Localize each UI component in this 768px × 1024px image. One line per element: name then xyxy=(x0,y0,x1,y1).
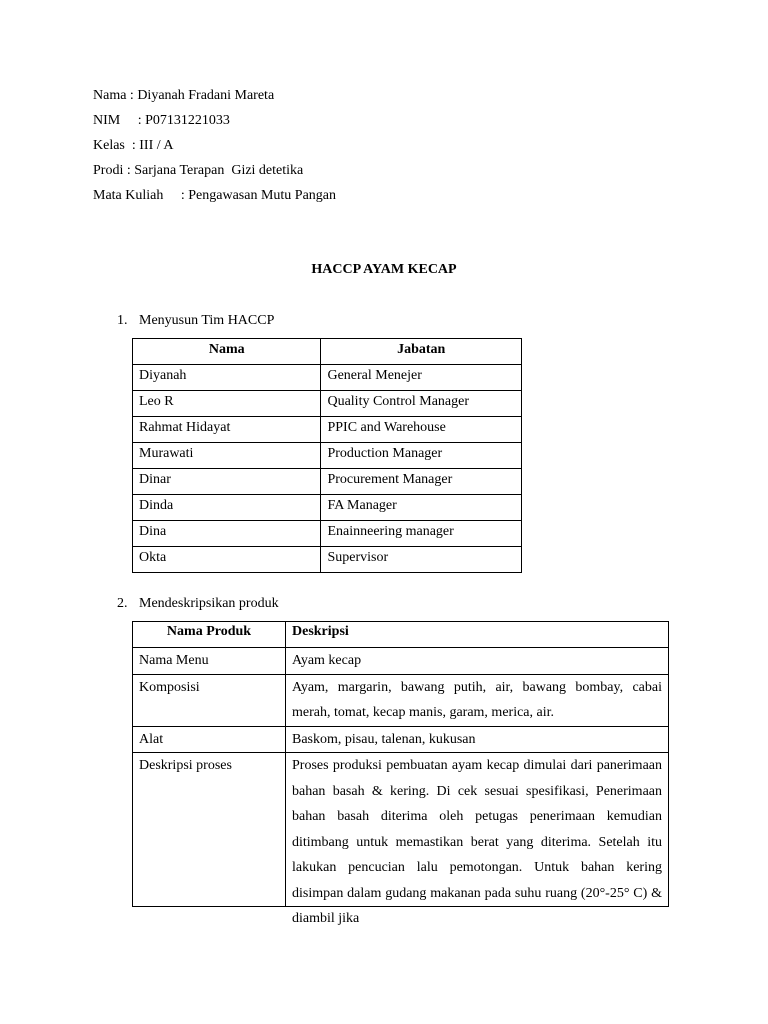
section-title-1: Menyusun Tim HACCP xyxy=(139,313,275,328)
cell-nama: Dinar xyxy=(133,469,321,495)
table-row xyxy=(133,469,522,495)
table-row xyxy=(133,443,522,469)
cell-attribute: Alat xyxy=(133,726,286,753)
column-header-jabatan: Jabatan xyxy=(321,339,522,365)
cell-attribute: Deskripsi proses xyxy=(133,753,286,907)
info-nim: NIM : P07131221033 xyxy=(93,113,230,128)
section-number-1: 1. xyxy=(117,313,128,328)
table-row xyxy=(133,417,522,443)
cell-jabatan: Production Manager xyxy=(321,443,522,469)
cell-jabatan: Supervisor xyxy=(321,547,522,573)
document-title: HACCP AYAM KECAP xyxy=(311,262,457,277)
table-row xyxy=(133,521,522,547)
table-header-row xyxy=(133,339,522,365)
table-row xyxy=(133,495,522,521)
cell-description: Ayam, margarin, bawang putih, air, bawang bombay, cabai merah, tomat, kecap manis, garam, merica, air. xyxy=(286,674,669,726)
section-number-2: 2. xyxy=(117,596,128,611)
info-name: Nama : Diyanah Fradani Mareta xyxy=(93,88,275,103)
table-row xyxy=(133,648,669,675)
process-description-text: Proses produksi pembuatan ayam kecap dimulai dari panerimaan bahan basah & kering. Di cek sesuai spesifikasi, Penerimaan bahan basah diterima oleh petugas penerimaan kemudian ditimbang untuk memastikan berat yang diterima. Setelah itu lakukan pencucian lalu pemotongan. Untuk bahan kering disimpan dalam gudang makanan pada suhu ruang (20°-25° C) & diambil jika xyxy=(292,758,662,926)
table-row xyxy=(133,674,669,726)
cell-jabatan: PPIC and Warehouse xyxy=(321,417,522,443)
info-kelas: Kelas : III / A xyxy=(93,138,174,153)
cell-nama: Murawati xyxy=(133,443,321,469)
cell-jabatan: Procurement Manager xyxy=(321,469,522,495)
info-mata-kuliah: Mata Kuliah : Pengawasan Mutu Pangan xyxy=(93,188,337,203)
cell-jabatan: Quality Control Manager xyxy=(321,391,522,417)
haccp-team-table xyxy=(132,338,522,573)
cell-nama: Dinda xyxy=(133,495,321,521)
cell-description: Ayam kecap xyxy=(286,648,669,675)
table-row xyxy=(133,547,522,573)
cell-description: Baskom, pisau, talenan, kukusan xyxy=(286,726,669,753)
cell-attribute: Nama Menu xyxy=(133,648,286,675)
cell-nama: Diyanah xyxy=(133,365,321,391)
section-heading-1 xyxy=(117,313,274,329)
cell-nama: Dina xyxy=(133,521,321,547)
section-title-2: Mendeskripsikan produk xyxy=(139,596,279,611)
cell-nama: Leo R xyxy=(133,391,321,417)
cell-nama: Rahmat Hidayat xyxy=(133,417,321,443)
table-row xyxy=(133,753,669,907)
info-prodi: Prodi : Sarjana Terapan Gizi detetika xyxy=(93,163,304,178)
column-header-nama: Nama xyxy=(133,339,321,365)
table-header-row xyxy=(133,622,669,648)
student-info xyxy=(93,86,336,211)
cell-description xyxy=(286,753,669,926)
cell-attribute: Komposisi xyxy=(133,674,286,726)
cell-jabatan: Enainneering manager xyxy=(321,521,522,547)
table-row xyxy=(133,726,669,753)
column-header-nama-produk: Nama Produk xyxy=(133,622,286,648)
cell-nama: Okta xyxy=(133,547,321,573)
cell-jabatan: General Menejer xyxy=(321,365,522,391)
cell-jabatan: FA Manager xyxy=(321,495,522,521)
section-heading-2 xyxy=(117,596,279,612)
table-row xyxy=(133,391,522,417)
column-header-deskripsi: Deskripsi xyxy=(286,622,669,648)
table-row xyxy=(133,365,522,391)
product-description-table xyxy=(132,621,669,926)
